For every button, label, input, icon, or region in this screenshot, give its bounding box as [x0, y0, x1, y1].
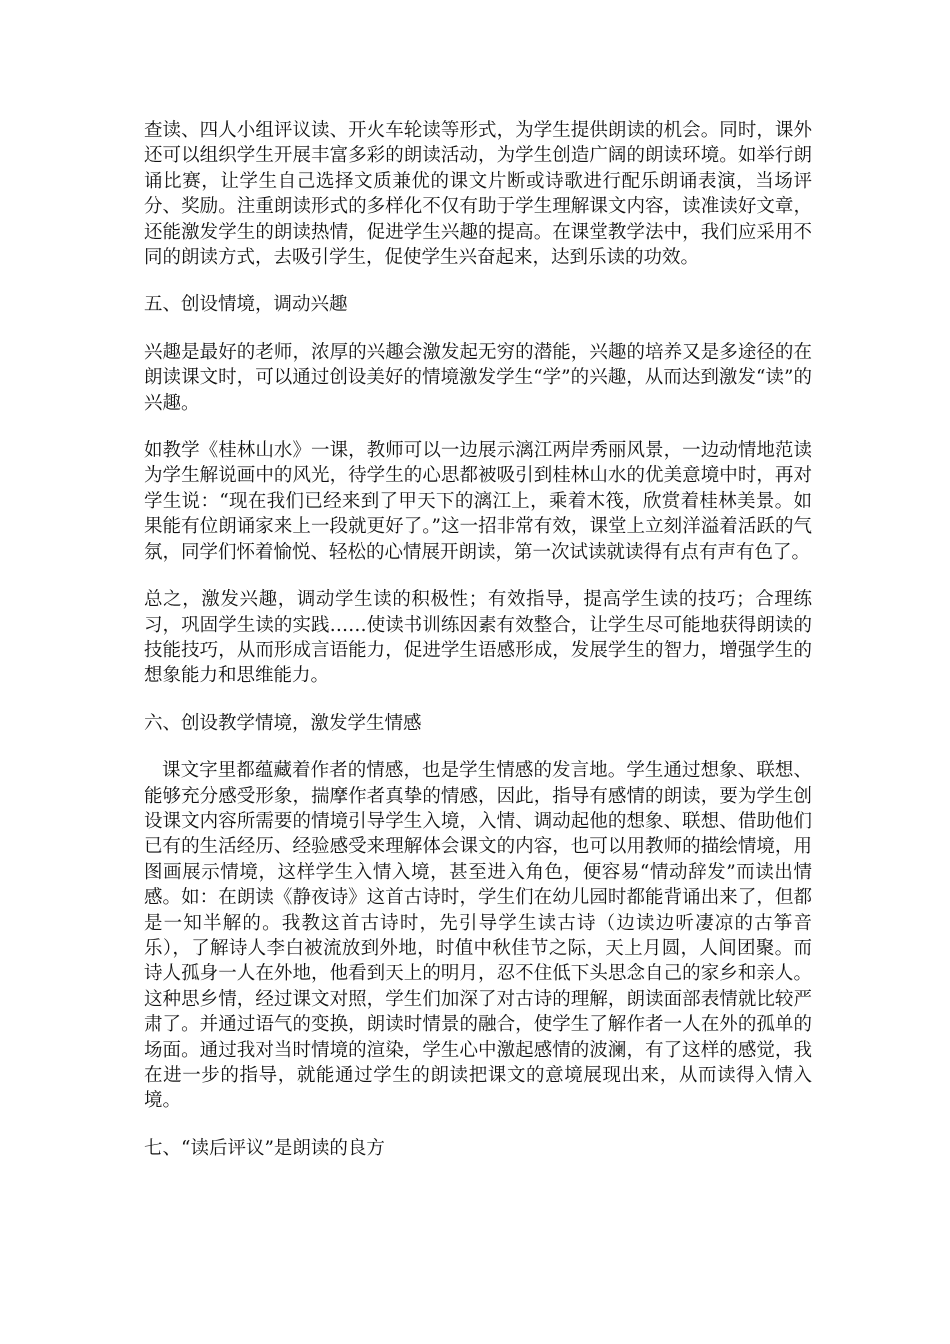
document-page	[144, 118, 812, 1183]
heading-section-6: 六、创设教学情境，激发学生情感	[144, 712, 422, 734]
paragraph-guilin-example: 如教学《桂林山水》一课，教师可以一边展示漓江两岸秀丽风景，一边动情地范读为学生解说画中的风光，待学生的心思都被吸引到桂林山水的优美意境中时，再对学生说：“现在我们已经来到了甲天下的漓江上，乘着木筏，欣赏着桂林美景。如果能有位朗诵家来上一段就更好了。”这一招非常有效，课堂上立刻洋溢着活跃的气氛，同学们怀着愉悦、轻松的心情展开朗读，第一次试读就读得有点有声有色了。	[144, 440, 812, 563]
paragraph-emotion-scene: 课文字里都蕴藏着作者的情感，也是学生情感的发言地。学生通过想象、联想、能够充分感受形象，揣摩作者真挚的情感，因此，指导有感情的朗读，要为学生创设课文内容所需要的情境引导学生入境，入情、调动起他的想象、联想、借助他们已有的生活经历、经验感受来理解体会课文的内容，也可以用教师的描绘情境，用图画展示情境，这样学生入情入境，甚至进入角色，便容易“情动辞发”而读出情感。如：在朗读《静夜诗》这首古诗时，学生们在幼儿园时都能背诵出来了，但都是一知半解的。我教这首古诗时，先引导学生读古诗（边读边听凄凉的古筝音乐），了解诗人李白被流放到外地，时值中秋佳节之际，天上月圆，人间团聚。而诗人孤身一人在外地，他看到天上的明月，忍不住低下头思念自己的家乡和亲人。这种思乡情，经过课文对照，学生们加深了对古诗的理解，朗读面部表情就比较严肃了。并通过语气的变换，朗读时情景的融合，使学生了解作者一人在外的孤单的场面。通过我对当时情境的渲染，学生心中激起感情的波澜，有了这样的感觉，我在进一步的指导，就能通过学生的朗读把课文的意境展现出来，从而读得入情入境。	[144, 760, 812, 1112]
paragraph-reading-forms: 查读、四人小组评议读、开火车轮读等形式，为学生提供朗读的机会。同时，课外还可以组织学生开展丰富多彩的朗读活动，为学生创造广阔的朗读环境。如举行朗诵比赛，让学生自己选择文质兼优的课文片断或诗歌进行配乐朗诵表演，当场评分、奖励。注重朗读形式的多样化不仅有助于学生理解课文内容，读准读好文章，还能激发学生的朗读热情，促进学生兴趣的提高。在课堂教学法中，我们应采用不同的朗读方式，去吸引学生，促使学生兴奋起来，达到乐读的功效。	[144, 120, 812, 269]
heading-section-7: 七、“读后评议”是朗读的良方	[144, 1137, 385, 1159]
heading-section-5: 五、创设情境，调动兴趣	[144, 294, 348, 316]
paragraph-summary: 总之，激发兴趣，调动学生读的积极性；有效指导，提高学生读的技巧；合理练习，巩固学生读的实践……使读书训练因素有效整合，让学生尽可能地获得朗读的技能技巧，从而形成言语能力，促进学生语感形成，发展学生的智力，增强学生的想象能力和思维能力。	[144, 589, 812, 687]
paragraph-interest-intro: 兴趣是最好的老师，浓厚的兴趣会激发起无穷的潜能，兴趣的培养又是多途径的在朗读课文时，可以通过创设美好的情境激发学生“学”的兴趣，从而达到激发“读”的兴趣。	[144, 341, 812, 414]
